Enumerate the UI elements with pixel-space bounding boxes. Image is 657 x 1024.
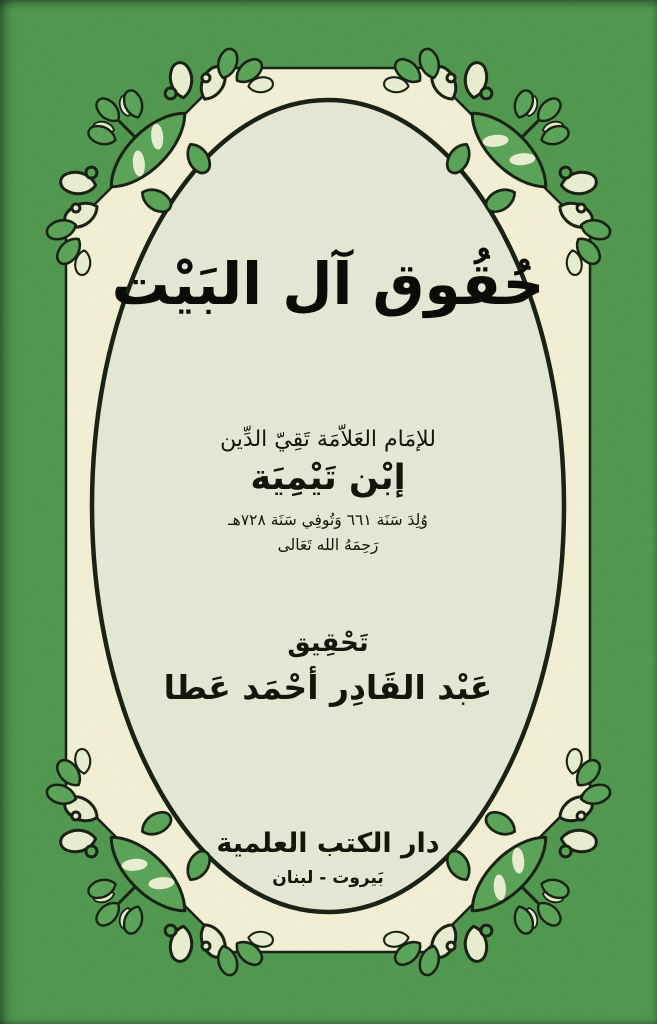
author-honorific-line: للإمَام العَلاّمَة تَقِيّ الدِّين (220, 427, 436, 452)
author-life-dates: وُلِدَ سَنَة ٦٦١ وَتُوفِي سَنَة ٧٢٨هـ (228, 511, 428, 529)
editor-label: تَحْقِيق (287, 628, 369, 658)
publisher-name: دار الكتب العلمية (216, 828, 440, 859)
publisher-location: بَيروت - لبنان (272, 868, 384, 888)
mercy-invocation: رَحِمَهُ الله تَعَالى (277, 536, 379, 554)
book-title: حُقُوق آل البَيْت (111, 250, 545, 318)
cover-text-layer (91, 0, 565, 1024)
editor-name: عَبْد القَادِر أحْمَد عَطا (163, 668, 493, 707)
author-name: إبْن تَيْمِيَة (250, 458, 406, 498)
